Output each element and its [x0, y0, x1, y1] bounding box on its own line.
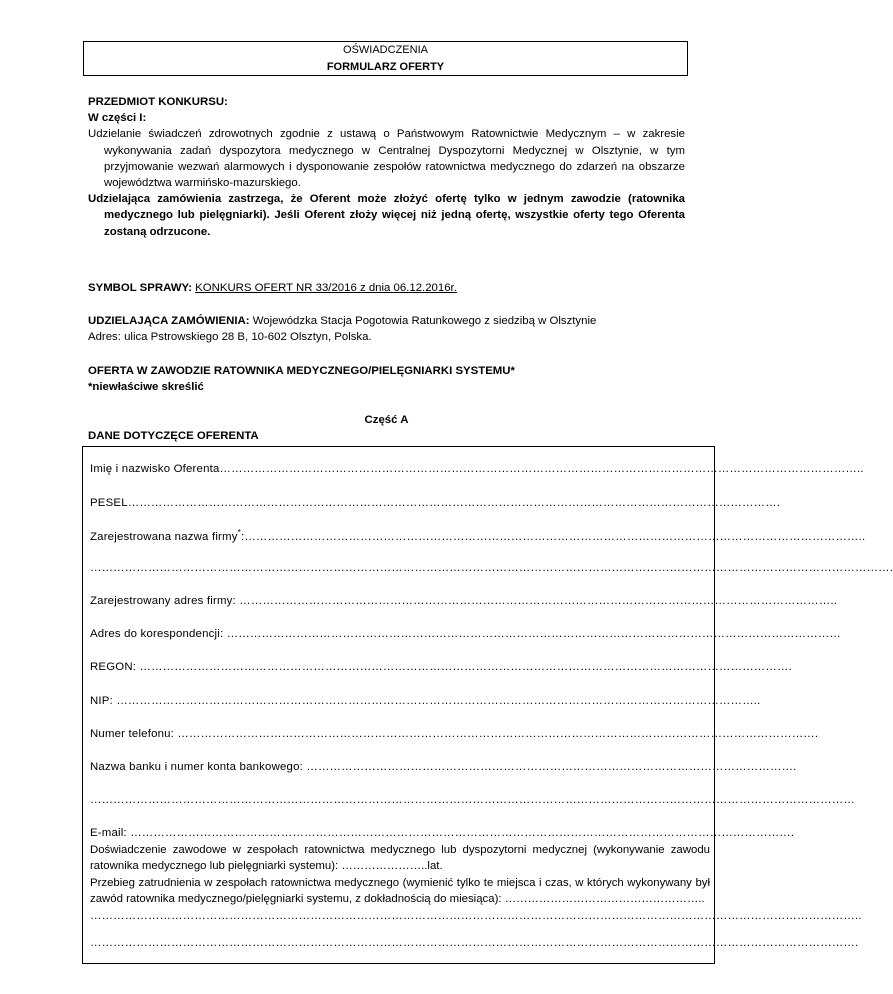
subject-description: Udzielanie świadczeń zdrowotnych zgodnie z ustawą o Państwowym Ratownictwie Medycznym – w zakresie wykonywania zadań dyspozytora medycznego w Centralnej Dyspozytorni Medycznej w Olsztynie, w tym przyjmowanie wezwań alarmowych i dysponowanie zespołów ratownictwa medycznego do zdarzeń na obszarze województwa warmińsko-mazurskiego.	[88, 128, 685, 189]
orderer-section	[88, 313, 685, 345]
field-firm-name[interactable]	[90, 527, 866, 545]
field-firm-address[interactable]: Zarejestrowany adres firmy: ………………………………………………………………………………………………………………………………………..	[90, 595, 838, 607]
field-employment-line3[interactable]: ……………………………………………………………………………………………………………………………………………………………………………….	[90, 937, 859, 949]
field-nip[interactable]: NIP: …………………………………………………………………………………………………………………………………………………..	[90, 695, 761, 707]
field-regon[interactable]: REGON: …………………………………………………………………………………………………………………………………………………….	[90, 661, 792, 673]
orderer-name: Wojewódzka Stacja Pogotowia Ratunkowego z siedzibą w Olsztynie	[252, 315, 597, 327]
orderer-address: Adres: ulica Pstrowskiego 28 B, 10-602 Olsztyn, Polska.	[88, 331, 372, 344]
title-statements: OŚWIADCZENIA	[343, 44, 428, 56]
orderer-label: UDZIELAJĄCA ZAMÓWIENIA:	[88, 315, 250, 327]
field-bank[interactable]: Nazwa banku i numer konta bankowego: ……………………………………………………………………………………………………………….	[90, 761, 797, 773]
field-employment-history[interactable]: Przebieg zatrudnienia w zespołach ratownictwa medycznego (wymienić tylko te miejsca i czas, w których wykonywany był zawód ratownika medycznego/pielęgniarki systemu, z dokładnością do miesiąca): ……………………………………………..	[90, 877, 710, 906]
field-employment-line2[interactable]: ………………………………………………………………………………………………………………………………………………………………………………..	[90, 910, 862, 922]
subject-heading: PRZEDMIOT KONKURSU:	[88, 96, 228, 108]
field-bank-line2[interactable]: ………………………………………………………………………………………………………………………………………………………………………………	[90, 794, 855, 806]
field-pesel[interactable]: PESEL…………………………………………………………………………………………………………………………………………………….	[90, 497, 781, 509]
case-symbol	[88, 280, 685, 296]
field-correspondence-address[interactable]: Adres do korespondencji: ……………………………………………………………………………………………………………………………………………	[90, 628, 842, 640]
subject-notice: Udzielająca zamówienia zastrzega, że Oferent może złożyć ofertę tylko w jednym zawodzie (ratownika medycznego lub pielęgniarki). Jeśli Oferent złoży więcej niż jedną ofertę, wszystkie oferty tego Oferenta zostaną odrzucone.	[88, 193, 685, 238]
field-full-name[interactable]: Imię i nazwisko Oferenta…………………………………………………………………………………………………………………………………………………..	[90, 463, 864, 475]
subject-part: W części I:	[88, 112, 147, 125]
title-offer-form: FORMULARZ OFERTY	[326, 61, 445, 73]
firm-name-footnote-mark: *	[237, 528, 241, 537]
field-firm-name-line2[interactable]: ……………………………………………………………………………………………………………………………………………………………………………………….	[90, 562, 893, 574]
section-heading: DANE DOTYCZĘCE OFERENTA	[88, 430, 259, 442]
field-email[interactable]: E-mail: ……………………………………………………………………………………………………………………………………………………….	[90, 827, 795, 839]
part-label: Część A	[364, 414, 409, 426]
offer-title: OFERTA W ZAWODZIE RATOWNIKA MEDYCZNEGO/PIELĘGNIARKI SYSTEMU*	[88, 365, 515, 377]
case-value: KONKURS OFERT NR 33/2016 z dnia 06.12.2016r.	[195, 282, 457, 294]
field-experience[interactable]: Doświadczenie zawodowe w zespołach ratownictwa medycznego lub dyspozytorni medycznej (wykonywanie zawodu ratownika medycznego lub pielęgniarki systemu): …………………..lat.	[90, 844, 710, 873]
document-title-box	[83, 41, 688, 76]
subject-section	[88, 94, 685, 240]
firm-name-dots: :……………………………………………………………………………………………………………………………………………..	[240, 530, 866, 543]
case-label: SYMBOL SPRAWY:	[88, 282, 192, 294]
firm-name-label: Zarejestrowana nazwa firmy	[90, 530, 238, 543]
offer-note: *niewłaściwe skreślić	[88, 381, 204, 394]
offer-section	[88, 363, 685, 395]
field-phone[interactable]: Numer telefonu: ………………………………………………………………………………………………………………………………………………….	[90, 728, 819, 740]
